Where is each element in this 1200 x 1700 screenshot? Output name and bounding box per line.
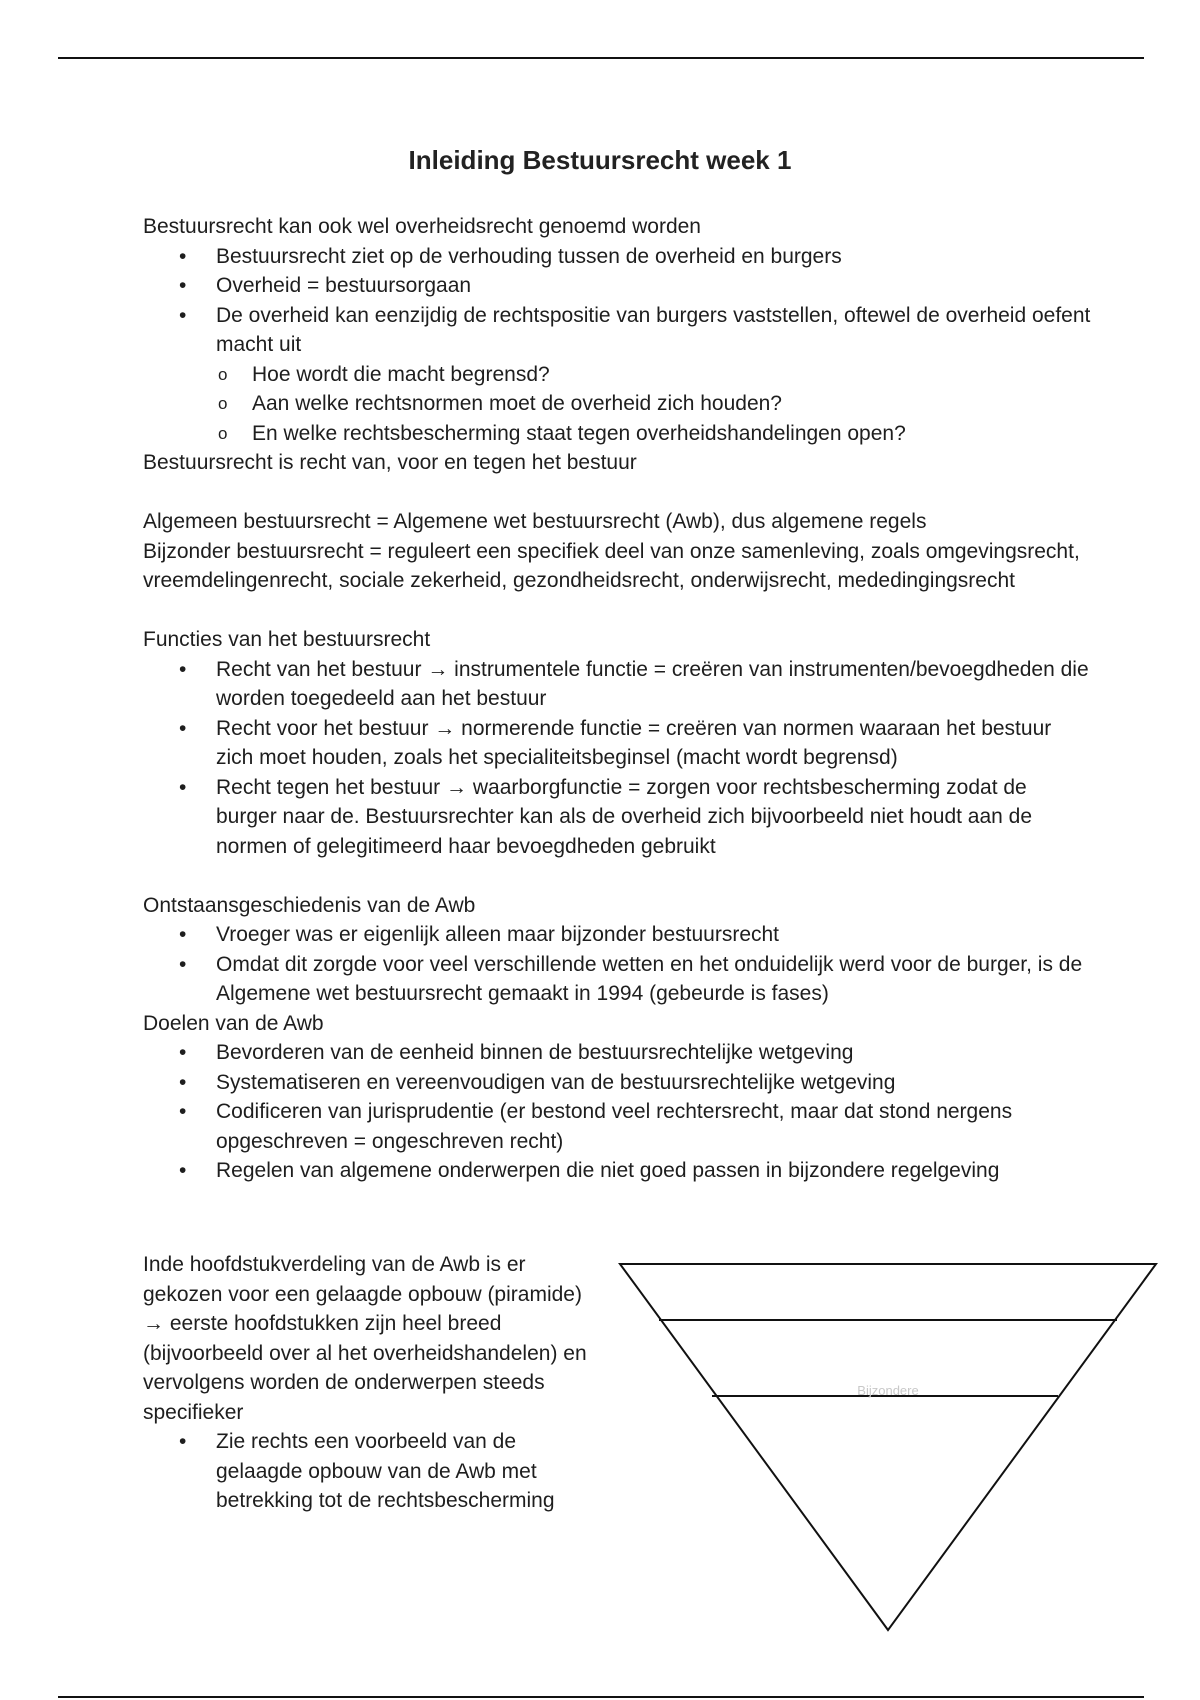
opbouw-section [143, 1250, 603, 1516]
list-item-text: De overheid kan eenzijdig de rechtspositie van burgers vaststellen, oftewel de overheid oefent macht uit [216, 303, 1091, 356]
pyramid-outline [620, 1264, 1156, 1630]
list-item [143, 714, 1093, 773]
function-description: waarborgfunctie = zorgen voor rechtsbescherming zodat de burger naar de. Bestuursrechter kan als de overheid zich bijvoorbeeld niet houdt aan de normen of gelegitimeerd haar bevoegdheden gebruikt [216, 775, 1033, 858]
header-rule [58, 57, 1144, 59]
arrow-icon: → [427, 657, 449, 681]
geschiedenis-list [143, 920, 1093, 1009]
list-item: • Regelen van algemene onderwerpen die niet goed passen in bijzondere regelgeving [143, 1156, 1093, 1186]
arrow-icon: → [446, 775, 467, 799]
list-item: • Systematiseren en vereenvoudigen van de bestuursrechtelijke wetgeving [143, 1068, 1093, 1098]
list-item [143, 301, 1093, 449]
opbouw-text-start: Inde hoofdstukverdeling van de Awb is er gekozen voor een gelaagde opbouw (piramide) [143, 1253, 582, 1306]
opbouw-text [143, 1250, 603, 1427]
spacer [143, 861, 1093, 891]
doelen-heading: Doelen van de Awb [143, 1011, 324, 1035]
document-body [143, 212, 1093, 1186]
functies-heading: Functies van het bestuursrecht [143, 628, 431, 651]
sub-list-item: o Hoe wordt die macht begrensd? [216, 360, 1093, 390]
list-item: • Zie rechts een voorbeeld van de gelaagde opbouw van de Awb met betrekking tot de rechtsbescherming [143, 1427, 603, 1516]
sub-list-item: o Aan welke rechtsnormen moet de overheid zich houden? [216, 389, 1093, 419]
page-title: Inleiding Bestuursrecht week 1 [408, 145, 792, 175]
opbouw-text-end: eerste hoofdstukken zijn heel breed (bijvoorbeeld over al het overheidshandelen) en vervolgens worden de onderwerpen steeds specifieker [143, 1312, 587, 1424]
list-item: • Overheid = bestuursorgaan [143, 271, 1093, 301]
opbouw-list [143, 1427, 603, 1516]
arrow-icon: → [434, 716, 456, 740]
spacer [143, 596, 1093, 626]
sub-list-item: o En welke rechtsbescherming staat tegen overheidshandelingen open? [216, 419, 1093, 449]
function-description: normerende functie = creëren van normen waaraan het bestuur zich moet houden, zoals het specialiteitsbeginsel (macht wordt begrensd) [216, 716, 1052, 769]
pyramid-faint-label: Bijzondere [857, 1383, 919, 1398]
spacer [143, 478, 1093, 508]
function-description: instrumentele functie = creëren van instrumenten/bevoegdheden die worden toegedeeld aan het bestuur [216, 657, 1089, 710]
function-lead: Recht voor het bestuur [216, 716, 429, 740]
function-lead: Recht van het bestuur [216, 657, 422, 681]
awb-pyramid-diagram [615, 1257, 1160, 1639]
geschiedenis-heading: Ontstaansgeschiedenis van de Awb [143, 893, 476, 917]
intro-closing: Bestuursrecht is recht van, voor en tegen het bestuur [143, 451, 637, 474]
function-lead: Recht tegen het bestuur [216, 775, 441, 799]
arrow-icon: → [143, 1312, 164, 1335]
footer-rule [58, 1696, 1144, 1698]
list-item: • Bevorderen van de eenheid binnen de bestuursrechtelijke wetgeving [143, 1038, 1093, 1068]
list-item: • Vroeger was er eigenlijk alleen maar bijzonder bestuursrecht [143, 920, 1093, 950]
list-item [143, 773, 1093, 862]
sub-list [216, 360, 1093, 449]
doelen-list [143, 1038, 1093, 1186]
list-item: • Codificeren van jurisprudentie (er bestond veel rechtersrecht, maar dat stond nergens opgeschreven = ongeschreven recht) [143, 1097, 1093, 1156]
list-item [143, 655, 1093, 714]
list-item: • Omdat dit zorgde voor veel verschillende wetten en het onduidelijk werd voor de burger, is de Algemene wet bestuursrecht gemaakt in 1994 (gebeurde is fases) [143, 950, 1093, 1009]
intro-text: Bestuursrecht kan ook wel overheidsrecht genoemd worden [143, 215, 701, 238]
functies-list [143, 655, 1093, 862]
list-item: • Bestuursrecht ziet op de verhouding tussen de overheid en burgers [143, 242, 1093, 272]
definition-special: Bijzonder bestuursrecht = reguleert een specifiek deel van onze samenleving, zoals omgevingsrecht, vreemdelingenrecht, sociale zekerheid, gezondheidsrecht, onderwijsrecht, mededingingsrecht [143, 539, 1080, 592]
intro-list [143, 242, 1093, 449]
definition-general: Algemeen bestuursrecht = Algemene wet bestuursrecht (Awb), dus algemene regels [143, 510, 927, 533]
